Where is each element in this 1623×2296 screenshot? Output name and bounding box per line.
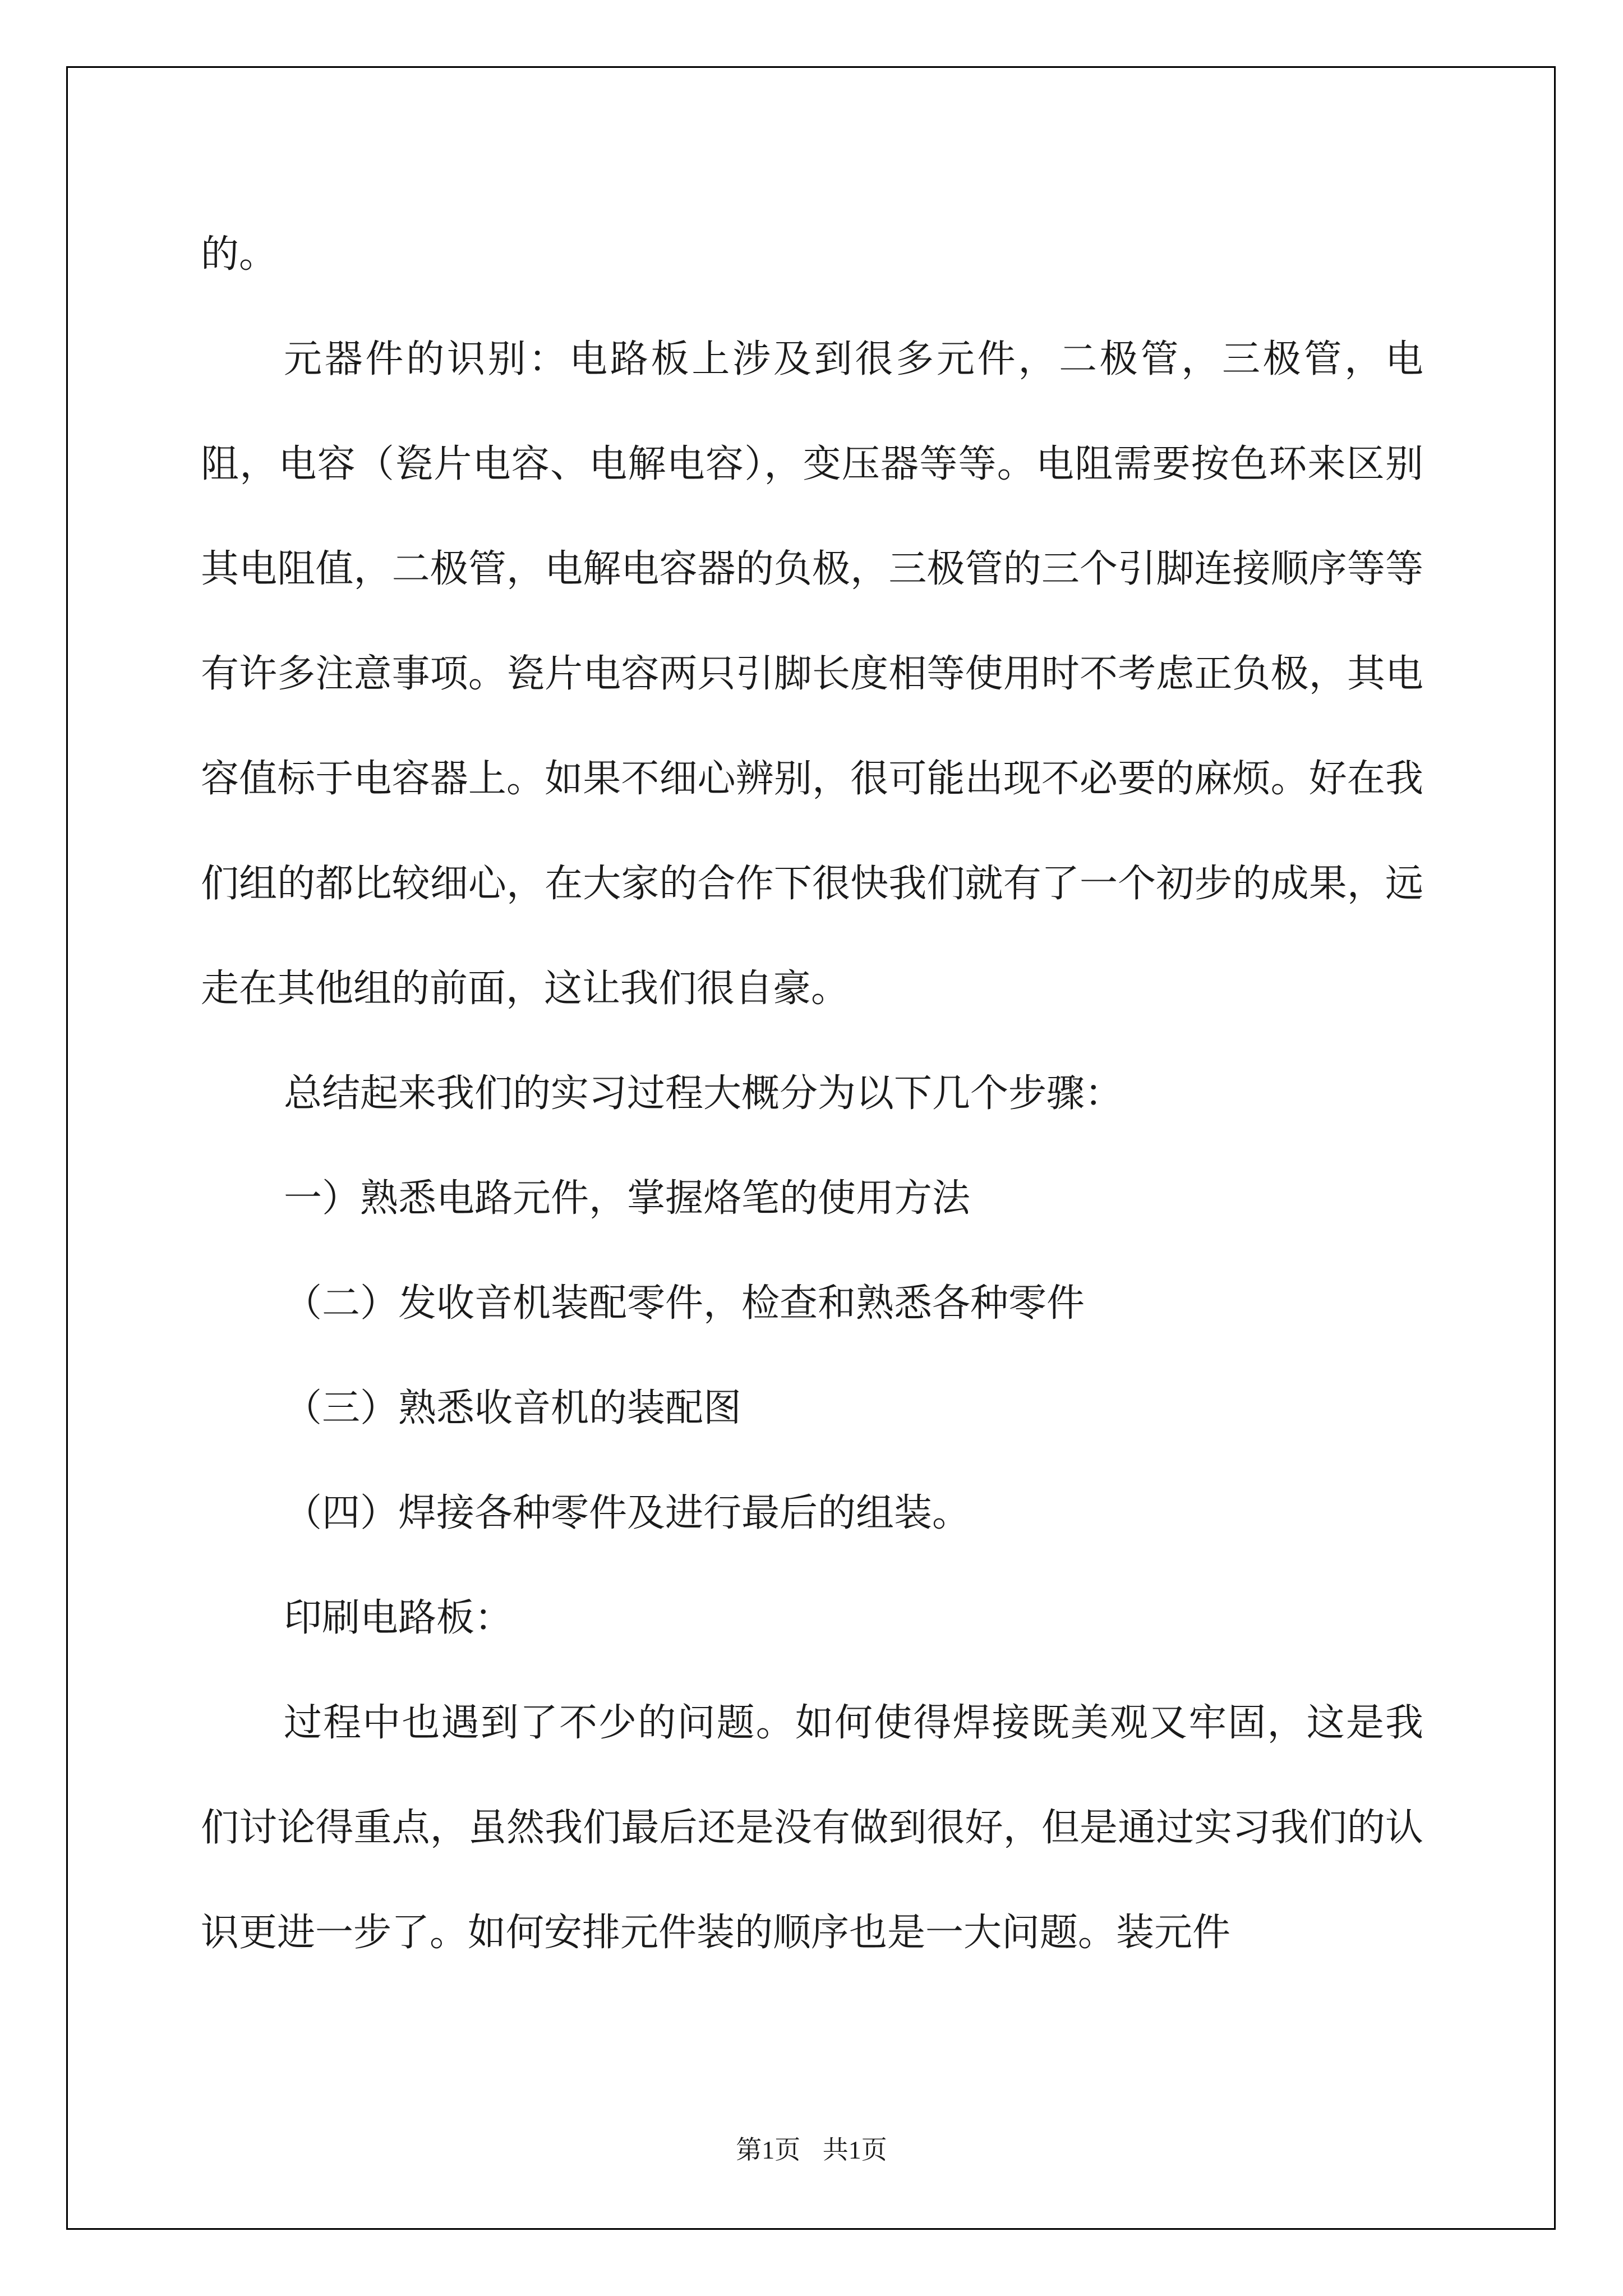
paragraph-6: （三）熟悉收音机的装配图 — [284, 1386, 742, 1430]
paragraph-2: 元器件的识别：电路板上涉及到很多元件，二极管，三极管，电阻，电容（瓷片电容、电解电容），变压器等等。电阻需要按色环来区别其电阻值，二极管，电解电容器的负极，三极管的三个引脚连接顺序等等有许多注意事项。瓷片电容两只引脚长度相等使用时不考虑正负极，其电容值标于电容器上。如果不细心辨别，很可能出现不必要的麻烦。好在我们组的都比较细心，在大家的合作下很快我们就有了一个初步的成果，远走在其他组的前面，这让我们很自豪。 — [201, 337, 1423, 1011]
paragraph-5: （二）发收音机装配零件，检查和熟悉各种零件 — [284, 1281, 1085, 1326]
page-number: 第1页 — [736, 2136, 801, 2164]
paragraph-3: 总结起来我们的实习过程大概分为以下几个步骤： — [284, 1071, 1123, 1116]
page-total: 共1页 — [822, 2136, 887, 2164]
page-footer — [0, 2129, 1623, 2166]
paragraph-8: 印刷电路板： — [284, 1596, 513, 1640]
paragraph-9: 过程中也遇到了不少的问题。如何使得焊接既美观又牢固，这是我们讨论得重点，虽然我们最后还是没有做到很好，但是通过实习我们的认识更进一步了。如何安排元件装的顺序也是一大问题。装元件 — [201, 1701, 1423, 1955]
paragraph-1: 的。 — [201, 232, 278, 277]
paragraph-4: 一）熟悉电路元件，掌握烙笔的使用方法 — [284, 1176, 971, 1221]
paragraph-7: （四）焊接各种零件及进行最后的组装。 — [284, 1491, 971, 1535]
document-body — [201, 202, 1423, 1985]
